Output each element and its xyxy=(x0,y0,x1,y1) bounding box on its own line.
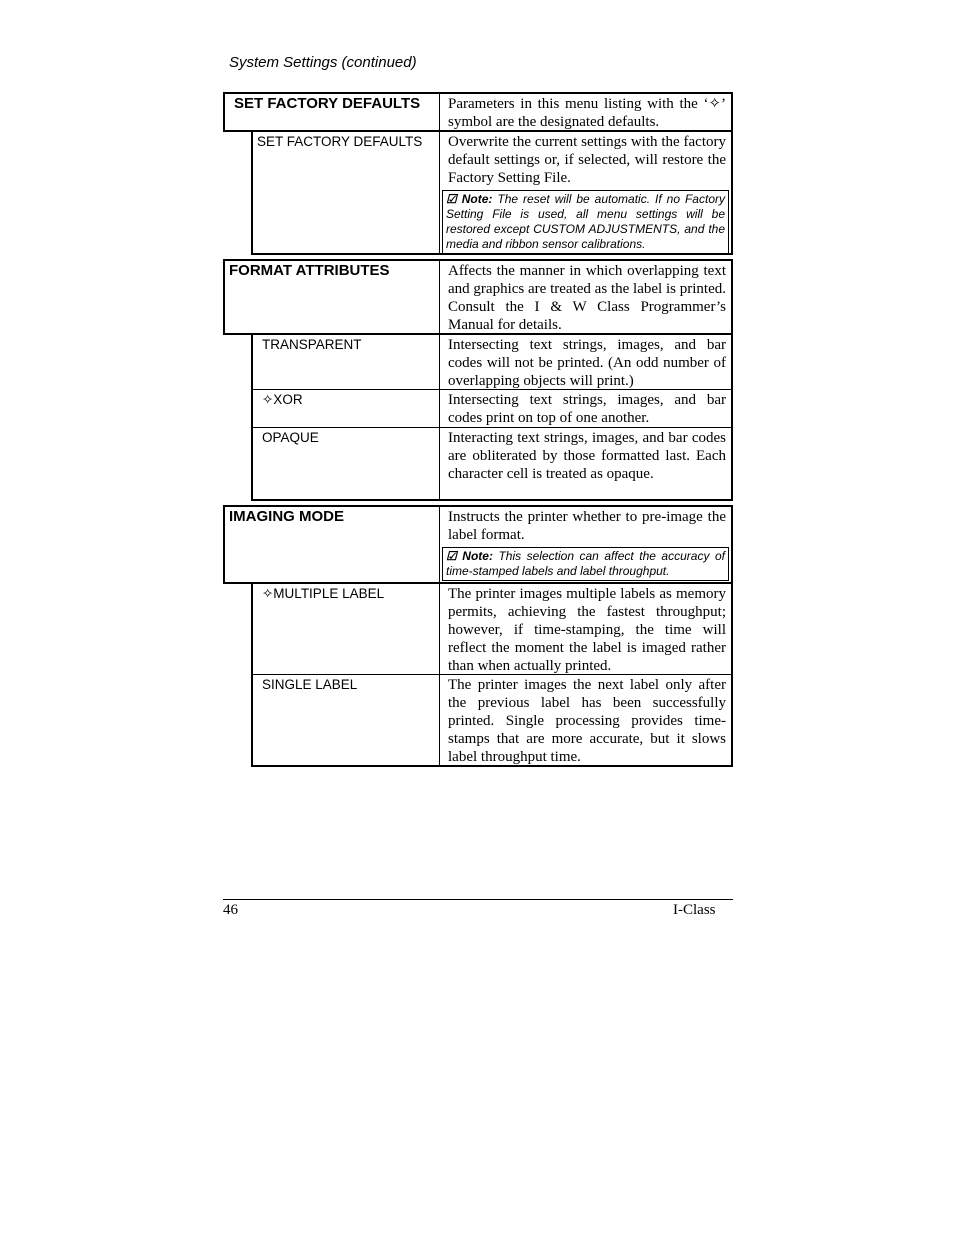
option-description: Intersecting text strings, images, and bar codes print on top of one another. xyxy=(448,392,726,426)
menu-title: FORMAT ATTRIBUTES xyxy=(225,261,440,333)
format-attributes-row xyxy=(223,259,733,335)
option-description: Overwrite the current settings with the factory default settings or, if selected, will restore the Factory Setting File. xyxy=(448,134,726,186)
option-description-cell xyxy=(440,132,731,253)
menu-title: IMAGING MODE xyxy=(225,507,440,582)
option-name: SET FACTORY DEFAULTS xyxy=(253,132,440,253)
option-description: Interacting text strings, images, and bar codes are obliterated by those formatted last. Each character cell is treated as opaque. xyxy=(448,430,726,482)
option-name: TRANSPARENT xyxy=(253,335,440,389)
note-text: This selection can affect the accuracy of time-stamped labels and label throughput. xyxy=(446,549,725,578)
menu-description: Parameters in this menu listing with the ‘✧’ symbol are the designated defaults. xyxy=(448,96,726,130)
page-header-title: System Settings (continued) xyxy=(229,54,417,71)
option-row-transparent xyxy=(251,335,733,390)
note-box xyxy=(442,190,729,254)
option-name: OPAQUE xyxy=(253,428,440,499)
option-description: Intersecting text strings, images, and bar codes will not be printed. (An odd number of overlapping objects will print.) xyxy=(448,337,726,389)
option-description: The printer images the next label only after the previous label has been successfully printed. Single processing provides time-stamps that are more accurate, but it slows label throughput time. xyxy=(448,677,726,765)
option-row-set-factory-defaults xyxy=(251,132,733,255)
option-row-single-label xyxy=(251,675,733,767)
menu-title: SET FACTORY DEFAULTS xyxy=(225,94,440,130)
option-row-opaque xyxy=(251,428,733,501)
note-text: The reset will be automatic. If no Factory Setting File is used, all menu settings will be restored except CUSTOM ADJUSTMENTS, and the media and ribbon sensor calibrations. xyxy=(446,192,725,251)
option-name: ✧XOR xyxy=(253,390,440,427)
option-name: ✧MULTIPLE LABEL xyxy=(253,584,440,674)
footer-book-title: I-Class xyxy=(673,902,716,918)
menu-description-cell xyxy=(440,507,731,582)
set-factory-defaults-section xyxy=(223,92,733,255)
page-number: 46 xyxy=(223,902,238,918)
note-label: ☑ Note: xyxy=(446,192,493,206)
option-description: The printer images multiple labels as memory permits, achieving the fastest throughput; however, if time-stamping, the time will reflect the moment the label is imaged rather than when actually printed. xyxy=(448,586,726,674)
note-label: ☑ Note: xyxy=(446,549,493,563)
note-box xyxy=(442,547,729,581)
option-name: SINGLE LABEL xyxy=(253,675,440,765)
imaging-mode-section xyxy=(223,505,733,767)
menu-description: Affects the manner in which overlapping text and graphics are treated as the label is printed. Consult the I & W Class Programmer’s Manual for details. xyxy=(448,263,726,333)
menu-description: Instructs the printer whether to pre-image the label format. xyxy=(448,509,726,543)
format-attributes-section xyxy=(223,259,733,501)
imaging-mode-row xyxy=(223,505,733,584)
option-row-xor xyxy=(251,390,733,428)
footer-rule xyxy=(223,899,733,900)
option-row-multiple-label xyxy=(251,584,733,675)
set-factory-defaults-row xyxy=(223,92,733,132)
